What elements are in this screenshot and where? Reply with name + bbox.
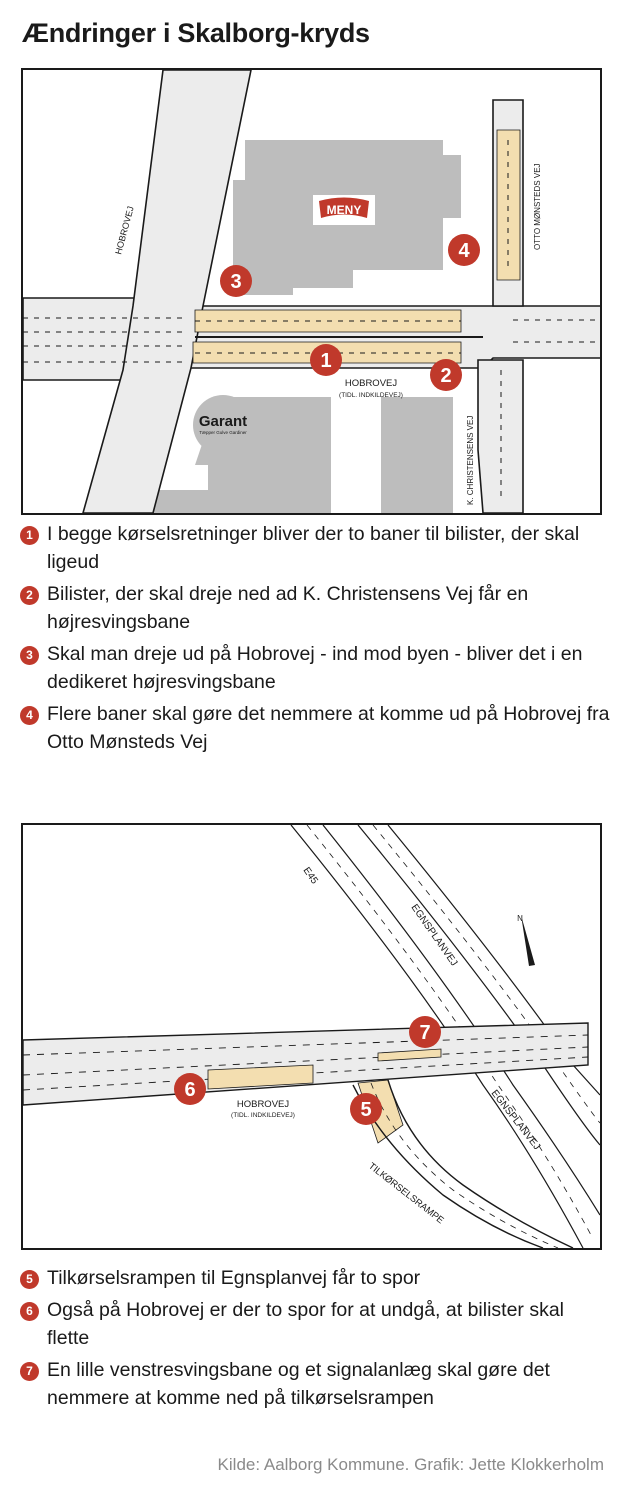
marker-2 bbox=[430, 359, 462, 391]
legend-number: 5 bbox=[20, 1270, 39, 1289]
label-tilkorselsrampe: TILKØRSELSRAMPE bbox=[366, 1160, 446, 1227]
marker-6 bbox=[174, 1073, 206, 1105]
legend-text: Flere baner skal gøre det nemmere at komme ud på Hobrovej fra Otto Mønsteds Vej bbox=[47, 703, 610, 753]
garant-logo bbox=[199, 413, 247, 435]
legend-item bbox=[20, 580, 610, 636]
map-skalborg-intersection bbox=[21, 68, 602, 515]
label-hobrovej-diagonal: HOBROVEJ bbox=[113, 205, 136, 256]
source-credit: Kilde: Aalborg Kommune. Grafik: Jette Klokkerholm bbox=[217, 1455, 604, 1474]
legend-text: En lille venstresvingsbane og et signalanlæg skal gøre det nemmere at komme ned på tilkørselsrampen bbox=[47, 1359, 550, 1409]
legend-number: 4 bbox=[20, 706, 39, 725]
legend-item bbox=[20, 1264, 610, 1292]
legend-number: 1 bbox=[20, 526, 39, 545]
legend-text: Skal man dreje ud på Hobrovej - ind mod byen - bliver det i en dedikeret højresvingsbane bbox=[47, 643, 583, 693]
svg-text:4: 4 bbox=[458, 240, 470, 262]
map-egnsplanvej-ramp bbox=[21, 823, 602, 1250]
legend-text: I begge kørselsretninger bliver der to baner til bilister, der skal ligeud bbox=[47, 523, 580, 573]
legend-text: Også på Hobrovej er der to spor for at undgå, at bilister skal flette bbox=[47, 1299, 565, 1349]
hobrovej-road bbox=[23, 1023, 588, 1105]
meny-logo-text: MENY bbox=[326, 203, 362, 217]
legend-number: 3 bbox=[20, 646, 39, 665]
label-hobrovej: HOBROVEJ bbox=[236, 1099, 290, 1110]
legend-map2 bbox=[20, 1264, 610, 1416]
page-title: Ændringer i Skalborg-kryds bbox=[22, 18, 370, 48]
label-hobrovej-main-sub: (TIDL. INDKILDEVEJ) bbox=[339, 392, 403, 399]
garant-logo-subtext: Tæpper Gulve Gardiner bbox=[199, 430, 247, 435]
legend-text: Bilister, der skal dreje ned ad K. Christensens Vej får en højresvingsbane bbox=[47, 583, 529, 633]
legend-number: 6 bbox=[20, 1302, 39, 1321]
garant-logo-text: Garant bbox=[198, 413, 248, 430]
label-egnsplanvej-top: EGNSPLANVEJ bbox=[408, 902, 460, 969]
legend-item bbox=[20, 1296, 610, 1352]
legend-item bbox=[20, 640, 610, 696]
legend-item bbox=[20, 1356, 610, 1412]
label-hobrovej-main: HOBROVEJ bbox=[344, 378, 398, 389]
legend-number: 2 bbox=[20, 586, 39, 605]
building-south bbox=[381, 397, 453, 513]
svg-text:6: 6 bbox=[184, 1079, 196, 1101]
label-otto-monsteds-vej: OTTO MØNSTEDS VEJ bbox=[533, 163, 542, 250]
legend-text: Tilkørselsrampen til Egnsplanvej får to spor bbox=[47, 1267, 421, 1289]
label-egnsplanvej-bottom: EGNSPLANVEJ bbox=[488, 1088, 543, 1153]
label-e45: E45 bbox=[300, 865, 320, 887]
svg-text:3: 3 bbox=[230, 271, 242, 293]
svg-text:2: 2 bbox=[440, 365, 452, 387]
marker-3 bbox=[220, 265, 252, 297]
north-arrow bbox=[517, 914, 535, 966]
legend-map1 bbox=[20, 520, 610, 760]
svg-text:7: 7 bbox=[419, 1022, 431, 1044]
marker-4 bbox=[448, 234, 480, 266]
meny-logo bbox=[313, 195, 375, 225]
label-k-christensens-vej: K. CHRISTENSENS VEJ bbox=[466, 415, 475, 505]
legend-item bbox=[20, 520, 610, 576]
svg-text:N: N bbox=[517, 914, 523, 923]
svg-text:5: 5 bbox=[360, 1099, 372, 1121]
label-hobrovej-sub: (TIDL. INDKILDEVEJ) bbox=[231, 1112, 295, 1119]
marker-1 bbox=[310, 344, 342, 376]
marker-7 bbox=[409, 1016, 441, 1048]
svg-text:1: 1 bbox=[320, 350, 332, 372]
marker-5 bbox=[350, 1093, 382, 1125]
legend-number: 7 bbox=[20, 1362, 39, 1381]
legend-item bbox=[20, 700, 610, 756]
